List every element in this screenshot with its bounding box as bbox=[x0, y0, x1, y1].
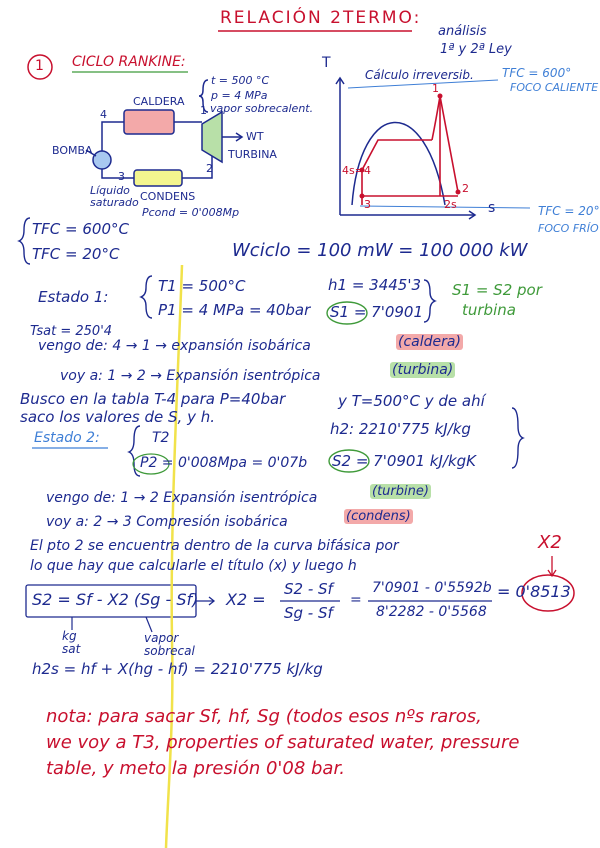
estado1-s1: S1 = 7'0901 bbox=[330, 303, 424, 321]
temperature-brace bbox=[19, 218, 30, 264]
note-line3: table, y meto la presión 0'08 bar. bbox=[46, 758, 345, 779]
estado1-brace bbox=[141, 276, 152, 318]
analysis-label: análisis bbox=[438, 24, 487, 39]
ts-point-1: 1 bbox=[432, 82, 439, 95]
busco-line1b: y T=500°C y de ahí bbox=[338, 392, 485, 410]
estado2-label: Estado 2: bbox=[34, 430, 100, 446]
temp-cold: TFC = 20°C bbox=[32, 245, 120, 263]
vapor-note: vapor sobrecalent. bbox=[210, 102, 314, 115]
estado2-s2: S2 = 7'0901 kJ/kgK bbox=[332, 452, 476, 470]
ts-point-2s: 2s bbox=[444, 198, 457, 211]
busco-line1: Busco en la tabla T-4 para P=40bar bbox=[20, 390, 286, 408]
turbine-tag-2: (turbine) bbox=[372, 484, 429, 499]
estado2-t2: T2 bbox=[152, 430, 170, 446]
h2s-equation: h2s = hf + X(hg - hf) = 2210'775 kJ/kg bbox=[32, 660, 323, 678]
ts-subtitle: Cálculo irreversib. bbox=[365, 68, 474, 82]
foco-caliente-label: FOCO CALIENTE bbox=[510, 81, 599, 94]
estado1-t1: T1 = 500°C bbox=[158, 277, 246, 295]
bomba-label: BOMBA bbox=[52, 144, 93, 157]
busco-line2: saco los valores de S, y h. bbox=[20, 408, 216, 426]
node-3-label: 3 bbox=[118, 170, 125, 183]
wt-label: WT bbox=[246, 130, 264, 143]
page-title: RELACIÓN 2TERMO: bbox=[220, 8, 422, 28]
pto2-line2: lo que hay que calcularle el título (x) y luego h bbox=[30, 558, 357, 574]
note-line1: nota: para sacar Sf, hf, Sg (todos esos nºs raros, bbox=[46, 706, 482, 727]
estado1-p1: P1 = 4 MPa = 40bar bbox=[158, 301, 311, 319]
caldera-label: CALDERA bbox=[133, 95, 185, 108]
voy-a-1: voy a: 1 → 2 → Expansión isentrópica bbox=[60, 368, 321, 384]
turbine-shape bbox=[202, 112, 222, 162]
wciclo: Wciclo = 100 mW = 100 000 kW bbox=[232, 240, 528, 261]
pto2-line1: El pto 2 se encuentra dentro de la curva bifásica por bbox=[30, 538, 399, 554]
estado2-h2: h2: 2210'775 kJ/kg bbox=[330, 420, 471, 438]
p-cond-label: Pcond = 0'008Mp bbox=[142, 206, 240, 219]
note-line2: we voy a T3, properties of saturated water, pressure bbox=[46, 732, 520, 753]
foco-frio-label: FOCO FRÍO bbox=[538, 222, 599, 235]
laws-label: 1ª y 2ª Ley bbox=[440, 42, 512, 57]
vengo-de-2: vengo de: 1 → 2 Expansión isentrópica bbox=[46, 490, 318, 506]
turbina-tag: (turbina) bbox=[392, 362, 454, 378]
caldera-box bbox=[124, 110, 174, 134]
s1-eq-s2-note: S1 = S2 por bbox=[452, 281, 542, 299]
estado1-label: Estado 1: bbox=[38, 288, 109, 306]
condenser-box bbox=[134, 170, 182, 186]
formula-s2: S2 = Sf - X2 (Sg - Sf) bbox=[32, 590, 199, 609]
caldera-tag: (caldera) bbox=[398, 334, 461, 350]
formula-x2-lhs: X2 = bbox=[226, 590, 266, 609]
pipe-4 bbox=[102, 122, 124, 151]
formula-x2-den: Sg - Sf bbox=[284, 604, 333, 622]
pump-circle bbox=[93, 151, 111, 169]
formula-x2-num: S2 - Sf bbox=[284, 580, 333, 598]
estado1-right-brace bbox=[424, 280, 435, 322]
temp-hot: TFC = 600°C bbox=[32, 220, 129, 238]
tfc-hot-label: TFC = 600° bbox=[502, 66, 572, 80]
liquido-saturado-label: Líquido saturado bbox=[90, 184, 139, 209]
node-1-label: 1 bbox=[200, 104, 207, 117]
problem-number: 1 bbox=[35, 58, 44, 74]
state1-p-label: p = 4 MPa bbox=[211, 89, 268, 102]
formula-result: = 0'8513 bbox=[497, 582, 571, 601]
turbina-label: TURBINA bbox=[228, 148, 277, 161]
node-4-label: 4 bbox=[100, 108, 107, 121]
estado2-p2: P2 = 0'008Mpa = 0'07b bbox=[140, 455, 308, 471]
formula-num-values: 7'0901 - 0'5592b bbox=[372, 580, 492, 596]
ts-axis-t: T bbox=[322, 55, 331, 71]
vapor-sobrecal-note: vapor sobrecal bbox=[144, 631, 195, 658]
vengo-de-1: vengo de: 4 → 1 → expansión isobárica bbox=[38, 338, 311, 354]
condens-label: CONDENS bbox=[140, 190, 196, 203]
node-2-label: 2 bbox=[206, 162, 213, 175]
cycle-path bbox=[362, 96, 458, 205]
tsat: Tsat = 250'4 bbox=[30, 324, 113, 339]
turbina-note: turbina bbox=[462, 301, 516, 319]
ts-axis-s: s bbox=[488, 200, 496, 216]
formula-equals: = bbox=[350, 592, 362, 608]
kg-sat-note: kg sat bbox=[62, 629, 81, 656]
condens-tag: (condens) bbox=[346, 509, 411, 524]
ts-point-3: 3 bbox=[364, 198, 371, 211]
tfc-cold-label: TFC = 20° bbox=[538, 204, 600, 218]
estado2-right-brace bbox=[512, 408, 523, 468]
estado1-h1: h1 = 3445'3 bbox=[328, 276, 421, 294]
formula-den-values: 8'2282 - 0'5568 bbox=[376, 604, 487, 620]
ts-point-4s: 4s=4 bbox=[342, 164, 371, 177]
problem-name: CICLO RANKINE: bbox=[72, 54, 186, 70]
voy-a-2: voy a: 2 → 3 Compresión isobárica bbox=[46, 514, 288, 530]
x2-result-label: X2 bbox=[538, 532, 562, 553]
state1-t-label: t = 500 °C bbox=[211, 74, 270, 87]
ts-point-2: 2 bbox=[462, 182, 469, 195]
